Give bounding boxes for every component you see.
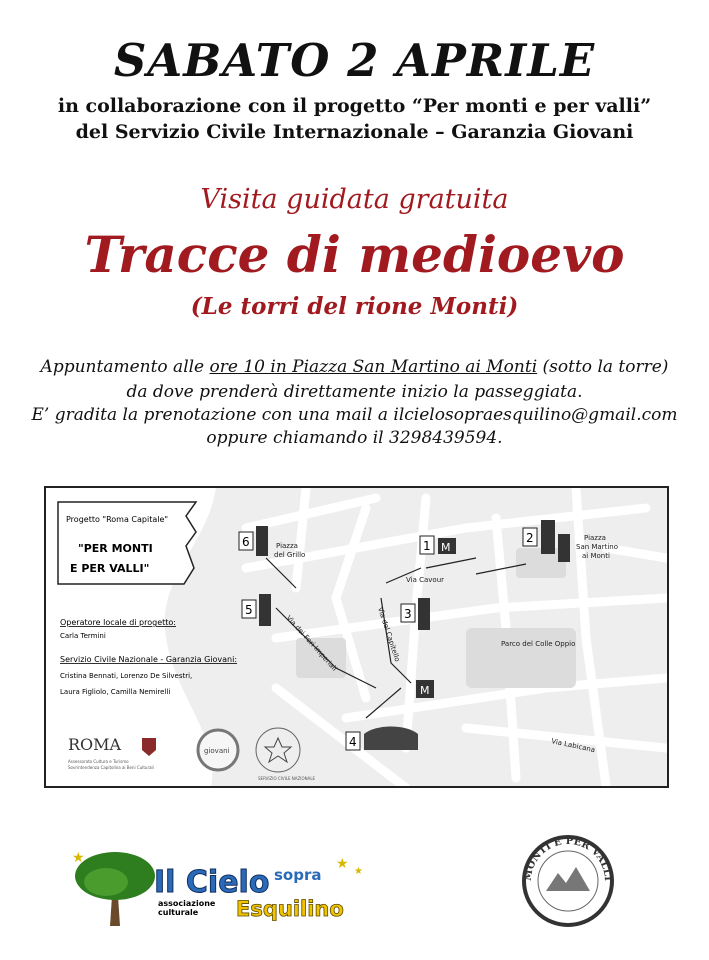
colosseum-icon bbox=[364, 727, 418, 751]
stamp-svg bbox=[520, 833, 616, 929]
assoc-2: culturale bbox=[158, 908, 199, 917]
volunteers-1: Cristina Bennati, Lorenzo De Silvestri, bbox=[60, 672, 193, 680]
piazza-sm-2: San Martino bbox=[576, 543, 619, 551]
scn-logo: SERVIZIO CIVILE NAZIONALE bbox=[258, 776, 316, 781]
cielo-logo-svg bbox=[66, 848, 386, 928]
project-tag: Progetto "Roma Capitale" bbox=[66, 515, 169, 524]
booking-line[interactable]: E’ gradita la prenotazione con una mail a ilcielosopraesquilino@gmail.com bbox=[31, 405, 678, 425]
stop-5 bbox=[242, 594, 271, 626]
tower-icon bbox=[259, 594, 271, 626]
stamp-logo bbox=[520, 833, 616, 929]
stamp-text: MONTI E PER VALLI bbox=[522, 835, 614, 882]
phone-line[interactable]: oppure chiamando il 3298439594. bbox=[206, 428, 503, 448]
star-icon: ★ bbox=[72, 850, 85, 866]
piazza-grillo-1: Piazza bbox=[276, 542, 298, 550]
cielo-logo bbox=[66, 848, 386, 928]
organization-line: del Servizio Civile Internazionale – Garanzia Giovani bbox=[75, 121, 634, 143]
meeting-line bbox=[0, 357, 709, 377]
mountain-icon bbox=[546, 867, 590, 891]
roma-caption-2: Sovrintendenza Capitolina ai Beni Culturali bbox=[68, 765, 154, 770]
map-svg bbox=[46, 488, 667, 786]
meeting-place: ore 10 in Piazza San Martino ai Monti bbox=[209, 357, 538, 377]
piazza-sm-3: ai Monti bbox=[582, 552, 610, 560]
via-cavour: Via Cavour bbox=[406, 576, 445, 584]
metro-stop bbox=[416, 680, 434, 698]
piazza-sm-1: Piazza bbox=[584, 534, 606, 542]
cielo-text: Il Cielo bbox=[154, 865, 270, 900]
svg-text:4: 4 bbox=[349, 735, 357, 749]
event-subtitle: (Le torri del rione Monti) bbox=[190, 293, 519, 320]
roma-logo: ROMA bbox=[68, 735, 122, 754]
project-name-1: "PER MONTI bbox=[78, 542, 153, 555]
event-date: SABATO 2 APRILE bbox=[113, 34, 596, 87]
tower-icon bbox=[541, 520, 555, 554]
stop-4 bbox=[346, 727, 418, 751]
meeting-prefix: Appuntamento alle bbox=[40, 357, 210, 377]
event-title: Tracce di medioevo bbox=[84, 225, 625, 284]
meeting-suffix: (sotto la torre) bbox=[537, 357, 669, 377]
start-line: da dove prenderà direttamente inizio la passeggiata. bbox=[126, 382, 583, 402]
project-name-2: E PER VALLI" bbox=[70, 562, 150, 575]
piazza-grillo-2: del Grillo bbox=[274, 551, 306, 559]
sopra-text: sopra bbox=[274, 866, 322, 884]
svg-text:M: M bbox=[420, 684, 430, 697]
volunteers-2: Laura Figliolo, Camilla Nemirelli bbox=[60, 688, 171, 696]
via-capitello: Via del Capitello bbox=[376, 606, 402, 663]
svg-text:1: 1 bbox=[423, 539, 431, 553]
stop-1 bbox=[420, 536, 456, 554]
svg-text:6: 6 bbox=[242, 535, 250, 549]
giovani-logo: giovani bbox=[204, 747, 230, 755]
operator-label: Operatore locale di progetto: bbox=[60, 618, 176, 627]
svg-text:2: 2 bbox=[526, 531, 534, 545]
parco-colle-oppio: Parco del Colle Oppio bbox=[501, 640, 576, 648]
roma-caption-1: Assessorato Cultura e Turismo bbox=[68, 759, 129, 764]
collaboration-line: in collaborazione con il progetto “Per monti e per valli” bbox=[57, 95, 652, 117]
scn-star-icon bbox=[265, 738, 291, 762]
via-fori: Via dei Fori Imperiali bbox=[284, 613, 339, 673]
tower-icon bbox=[418, 598, 430, 630]
assoc-1: associazione bbox=[158, 899, 216, 908]
scn-label: Servizio Civile Nazionale - Garanzia Giovani: bbox=[60, 655, 238, 664]
tower-icon bbox=[256, 526, 268, 556]
star-icon: ★ bbox=[354, 866, 363, 877]
route-map bbox=[44, 486, 669, 788]
scn-logo-icon bbox=[256, 728, 300, 772]
visit-label: Visita guidata gratuita bbox=[200, 184, 509, 215]
tower-icon bbox=[558, 534, 570, 562]
svg-text:3: 3 bbox=[404, 607, 412, 621]
tree-trunk-icon bbox=[110, 896, 120, 926]
operator-name: Carla Termini bbox=[60, 632, 106, 640]
svg-text:5: 5 bbox=[245, 603, 253, 617]
svg-text:M: M bbox=[441, 541, 451, 554]
star-icon: ★ bbox=[336, 856, 349, 872]
via-labicana: Via Labicana bbox=[550, 737, 596, 755]
esquilino-text: Esquilino bbox=[236, 897, 344, 921]
